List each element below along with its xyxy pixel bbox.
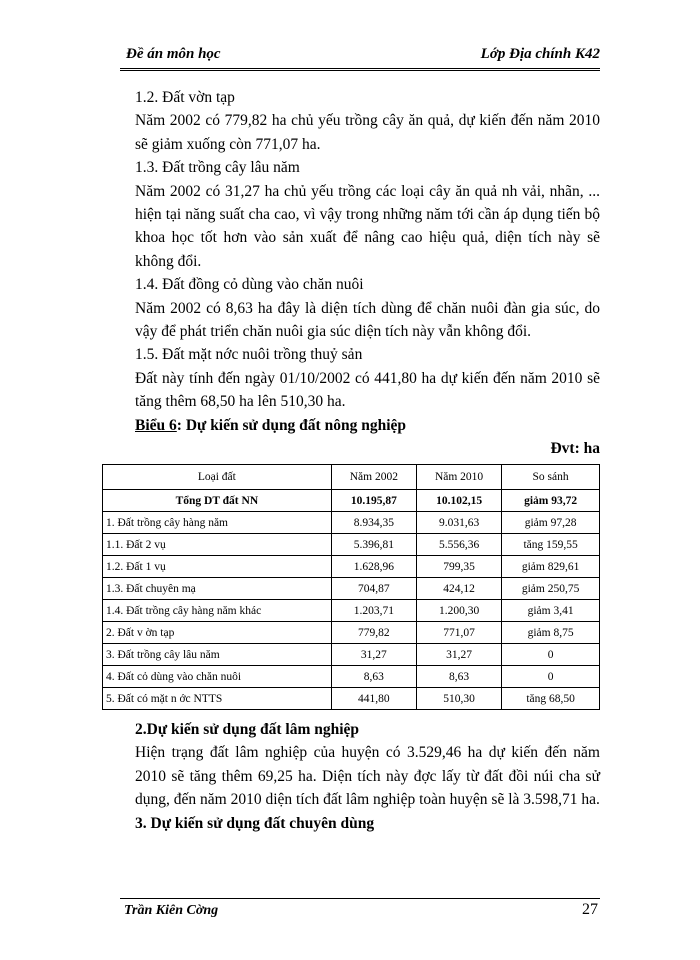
table-cell: 1.4. Đất trồng cây hàng năm khác bbox=[103, 600, 332, 622]
header-course-title: Đề án môn học bbox=[126, 46, 221, 62]
table-cell: 8,63 bbox=[331, 666, 416, 688]
table-cell: 31,27 bbox=[331, 644, 416, 666]
header-cell-2010: Năm 2010 bbox=[416, 465, 501, 490]
table-row bbox=[103, 600, 600, 622]
table-cell: 8,63 bbox=[416, 666, 501, 688]
page-footer bbox=[120, 898, 600, 918]
paragraph-forestry-land: Hiện trạng đất lâm nghiệp của huyện có 3.529,46 ha dự kiến đến năm 2010 sẽ tăng thêm 69,25 ha. Diện tích này đợc lấy từ đất đồi núi cha sử dụng, đến năm 2010 diện tích đất lâm nghiệp toàn huyện sẽ là 3.598,71 ha. bbox=[135, 744, 600, 809]
subheading-aquaculture: 1.5. Đất mặt nớc nuôi trồng thuỷ sản bbox=[135, 346, 363, 364]
table-row bbox=[103, 666, 600, 688]
page-header bbox=[120, 44, 600, 71]
table-cell: 5.556,36 bbox=[416, 534, 501, 556]
table-cell: 1.1. Đất 2 vụ bbox=[103, 534, 332, 556]
header-cell-2002: Năm 2002 bbox=[331, 465, 416, 490]
table-caption-title: : Dự kiến sử dụng đất nông nghiệp bbox=[176, 416, 407, 434]
table-cell: 8.934,35 bbox=[331, 512, 416, 534]
table-cell: 31,27 bbox=[416, 644, 501, 666]
header-class-name: Lớp Địa chính K42 bbox=[480, 46, 600, 62]
table-cell: 424,12 bbox=[416, 578, 501, 600]
table-cell: giảm 8,75 bbox=[502, 622, 600, 644]
table-cell: 5. Đất có mặt n ớc NTTS bbox=[103, 688, 332, 710]
table-caption bbox=[135, 414, 600, 437]
table-cell: 5.396,81 bbox=[331, 534, 416, 556]
table-unit: Đvt: ha bbox=[550, 440, 600, 458]
table-cell: 10.102,15 bbox=[416, 490, 501, 512]
table-cell: tăng 159,55 bbox=[502, 534, 600, 556]
table-cell: giảm 93,72 bbox=[502, 490, 600, 512]
body-text-after-table bbox=[135, 718, 600, 835]
land-use-table bbox=[102, 464, 600, 710]
subheading-grassland: 1.4. Đất đồng cỏ dùng vào chăn nuôi bbox=[135, 276, 364, 294]
table-header-row bbox=[103, 465, 600, 490]
table-cell: 0 bbox=[502, 644, 600, 666]
table-cell: Tổng DT đất NN bbox=[103, 490, 332, 512]
table-cell: 799,35 bbox=[416, 556, 501, 578]
page-number: 27 bbox=[582, 901, 598, 918]
table-cell: 0 bbox=[502, 666, 600, 688]
table-cell: 9.031,63 bbox=[416, 512, 501, 534]
table-cell: 1.3. Đất chuyên mạ bbox=[103, 578, 332, 600]
heading-forestry-land: 2.Dự kiến sử dụng đất lâm nghiệp bbox=[135, 721, 360, 738]
table-cell: giảm 250,75 bbox=[502, 578, 600, 600]
footer-author: Trần Kiên Cờng bbox=[124, 903, 219, 918]
table-cell: 2. Đất v ờn tạp bbox=[103, 622, 332, 644]
table-cell: 779,82 bbox=[331, 622, 416, 644]
paragraph-perennial-land: Năm 2002 có 31,27 ha chủ yếu trồng các loại cây ăn quả nh vải, nhãn, ... hiện tại năng suất cha cao, vì vậy trong những năm tới cần áp dụng tiến bộ khoa học tốt hơn vào sản xuất để nâng cao hiệu quả, diện tích này sẽ không đổi. bbox=[135, 182, 600, 270]
table-cell: 1. Đất trồng cây hàng năm bbox=[103, 512, 332, 534]
heading-special-use-land: 3. Dự kiến sử dụng đất chuyên dùng bbox=[135, 814, 375, 832]
table-cell: 1.203,71 bbox=[331, 600, 416, 622]
table-cell: 1.2. Đất 1 vụ bbox=[103, 556, 332, 578]
paragraph-orchard-land: Năm 2002 có 779,82 ha chủ yếu trồng cây ăn quả, dự kiến đến năm 2010 sẽ giảm xuống còn 771,07 ha. bbox=[135, 112, 600, 153]
table-cell: 441,80 bbox=[331, 688, 416, 710]
table-row bbox=[103, 688, 600, 710]
table-cell: 3. Đất trồng cây lâu năm bbox=[103, 644, 332, 666]
subheading-perennial-land: 1.3. Đất trồng cây lâu năm bbox=[135, 159, 300, 177]
table-cell: giảm 829,61 bbox=[502, 556, 600, 578]
table-row bbox=[103, 644, 600, 666]
table-row bbox=[103, 534, 600, 556]
table-cell: giảm 3,41 bbox=[502, 600, 600, 622]
table-cell: 1.628,96 bbox=[331, 556, 416, 578]
header-cell-land-type: Loại đất bbox=[103, 465, 332, 490]
table-row bbox=[103, 622, 600, 644]
header-cell-compare: So sánh bbox=[502, 465, 600, 490]
table-cell: 10.195,87 bbox=[331, 490, 416, 512]
table-total-row bbox=[103, 490, 600, 512]
table-row bbox=[103, 512, 600, 534]
table-row bbox=[103, 578, 600, 600]
paragraph-grassland: Năm 2002 có 8,63 ha đây là diện tích dùng để chăn nuôi đàn gia súc, do vậy để phát triển chăn nuôi gia súc diện tích này vẫn không đổi. bbox=[135, 299, 600, 341]
table-cell: tăng 68,50 bbox=[502, 688, 600, 710]
table-cell: 4. Đất cỏ dùng vào chăn nuôi bbox=[103, 666, 332, 688]
subheading-orchard-land: 1.2. Đất vờn tạp bbox=[135, 89, 235, 106]
table-cell: 510,30 bbox=[416, 688, 501, 710]
table-cell: giảm 97,28 bbox=[502, 512, 600, 534]
table-caption-label: Biểu 6 bbox=[135, 416, 177, 434]
table-cell: 1.200,30 bbox=[416, 600, 501, 622]
table-cell: 771,07 bbox=[416, 622, 501, 644]
body-text bbox=[135, 86, 600, 461]
table-cell: 704,87 bbox=[331, 578, 416, 600]
table-row bbox=[103, 556, 600, 578]
paragraph-aquaculture: Đất này tính đến ngày 01/10/2002 có 441,80 ha dự kiến đến năm 2010 sẽ tăng thêm 68,50 ha lên 510,30 ha. bbox=[135, 369, 600, 411]
